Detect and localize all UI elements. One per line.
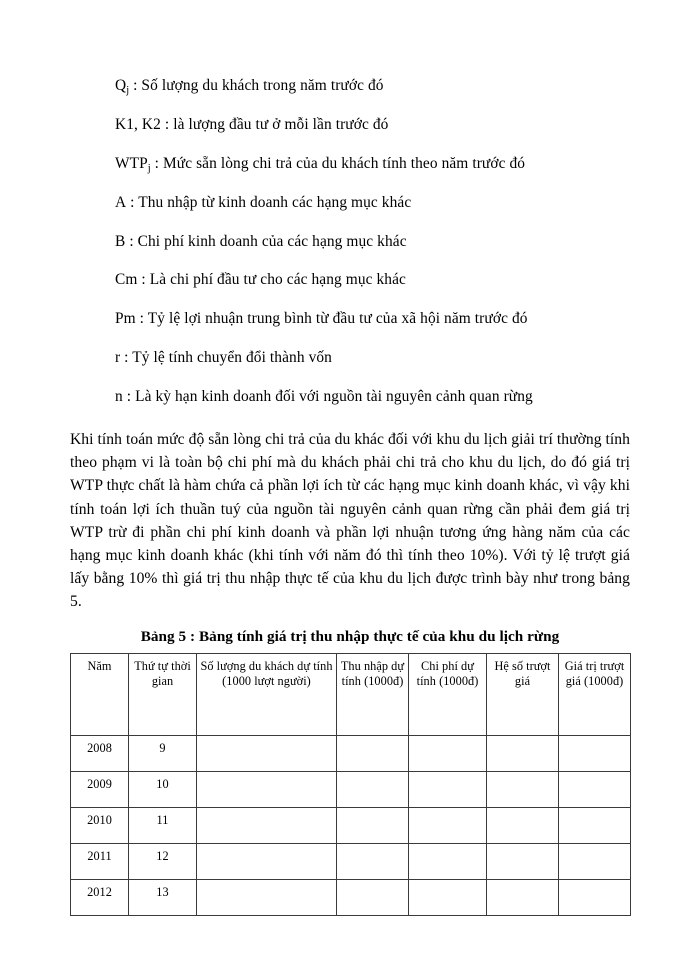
definition-symbol: Pm: [115, 310, 136, 328]
table-header-row: [71, 653, 631, 735]
cell-cost[interactable]: [409, 879, 487, 915]
cell-order: 10: [129, 771, 197, 807]
definition-text: : Chi phí kinh doanh của các hạng mục khác: [125, 232, 407, 250]
cell-year: 2009: [71, 771, 129, 807]
cell-income[interactable]: [337, 843, 409, 879]
column-header-year: Năm: [71, 653, 129, 735]
definition-text: : Là kỳ hạn kinh doanh đối với nguồn tài nguyên cảnh quan rừng: [122, 388, 533, 406]
cell-visitors[interactable]: [197, 843, 337, 879]
cell-value[interactable]: [559, 771, 631, 807]
cell-order: 11: [129, 807, 197, 843]
definition-text: : Mức sẵn lòng chi trả của du khách tính theo năm trước đó: [150, 154, 526, 172]
cell-income[interactable]: [337, 735, 409, 771]
definition-symbol: n: [115, 388, 123, 406]
column-header-visitors: Số lượng du khách dự tính (1000 lượt người): [197, 653, 337, 735]
definition-text: : Tỷ lệ tính chuyển đổi thành vốn: [120, 349, 332, 367]
definition-text: : là lượng đầu tư ở mỗi lần trước đó: [160, 115, 389, 133]
cell-coefficient[interactable]: [487, 735, 559, 771]
definition-symbol: Cm: [115, 271, 138, 289]
definition-item: [115, 195, 630, 213]
cell-coefficient[interactable]: [487, 807, 559, 843]
definition-item: [115, 156, 630, 174]
cell-value[interactable]: [559, 807, 631, 843]
cell-value[interactable]: [559, 879, 631, 915]
table-row: [71, 807, 631, 843]
cell-order: 9: [129, 735, 197, 771]
definition-item: [115, 78, 630, 96]
cell-coefficient[interactable]: [487, 843, 559, 879]
definition-symbol: B: [115, 232, 126, 250]
definition-subscript: j: [126, 84, 130, 96]
definition-text: : Số lượng du khách trong năm trước đó: [129, 77, 384, 94]
cell-income[interactable]: [337, 879, 409, 915]
income-table: [70, 653, 631, 916]
cell-visitors[interactable]: [197, 771, 337, 807]
cell-cost[interactable]: [409, 807, 487, 843]
cell-value[interactable]: [559, 843, 631, 879]
cell-year: 2010: [71, 807, 129, 843]
definition-text: : Tỷ lệ lợi nhuận trung bình từ đầu tư của xã hội năm trước đó: [135, 310, 528, 328]
cell-coefficient[interactable]: [487, 879, 559, 915]
definition-item: [115, 311, 630, 329]
cell-visitors[interactable]: [197, 807, 337, 843]
cell-cost[interactable]: [409, 843, 487, 879]
definition-symbol: Q: [115, 77, 127, 94]
column-header-income: Thu nhập dự tính (1000đ): [337, 653, 409, 735]
definition-subscript: j: [147, 162, 151, 174]
cell-year: 2008: [71, 735, 129, 771]
cell-order: 13: [129, 879, 197, 915]
cell-visitors[interactable]: [197, 735, 337, 771]
table-row: [71, 879, 631, 915]
body-paragraph: Khi tính toán mức độ sẵn lòng chi trả của du khác đối với khu du lịch giải trí thường tính theo phạm vi là toàn bộ chi phí mà du khách phải chi trả cho khu du lịch, do đó giá trị WTP thực chất là hàm chứa cả phần lợi ích từ các hạng mục kinh doanh khác, vì vậy khi tính toán lợi ích thuần tuý của nguồn tài nguyên cảnh quan rừng cần phải đem giá trị WTP trừ đi phần chi phí kinh doanh và phần lợi nhuận tương ứng hàng năm của các hạng mục kinh doanh khác (khi tính với năm đó thì tính theo 10%). Với tỷ lệ trượt giá lấy bằng 10% thì giá trị thu nhập thực tế của khu du lịch được trình bày như trong bảng 5.: [70, 431, 630, 611]
definition-text: : Là chi phí đầu tư cho các hạng mục khác: [137, 271, 406, 289]
cell-cost[interactable]: [409, 771, 487, 807]
table-row: [71, 735, 631, 771]
table-row: [71, 771, 631, 807]
column-header-cost: Chi phí dự tính (1000đ): [409, 653, 487, 735]
symbol-definition-list: [70, 78, 630, 408]
definition-symbol: K1, K2: [115, 115, 161, 133]
definition-item: [115, 350, 630, 368]
cell-year: 2011: [71, 843, 129, 879]
cell-cost[interactable]: [409, 735, 487, 771]
cell-income[interactable]: [337, 771, 409, 807]
definition-item: [115, 234, 630, 252]
definition-item: [115, 117, 630, 135]
column-header-value: Giá trị trượt giá (1000đ): [559, 653, 631, 735]
table-row: [71, 843, 631, 879]
definition-symbol: r: [115, 349, 121, 367]
cell-value[interactable]: [559, 735, 631, 771]
table-caption: Bảng 5 : Bảng tính giá trị thu nhập thực tế của khu du lịch rừng: [140, 627, 560, 645]
cell-coefficient[interactable]: [487, 771, 559, 807]
definition-symbol: WTP: [115, 154, 148, 172]
cell-income[interactable]: [337, 807, 409, 843]
definition-symbol: A: [115, 193, 127, 211]
cell-year: 2012: [71, 879, 129, 915]
definition-text: : Thu nhập từ kinh doanh các hạng mục khác: [126, 193, 412, 211]
column-header-order: Thứ tự thời gian: [129, 653, 197, 735]
cell-order: 12: [129, 843, 197, 879]
cell-visitors[interactable]: [197, 879, 337, 915]
column-header-coefficient: Hệ số trượt giá: [487, 653, 559, 735]
definition-item: [115, 389, 630, 407]
definition-item: [115, 272, 630, 290]
